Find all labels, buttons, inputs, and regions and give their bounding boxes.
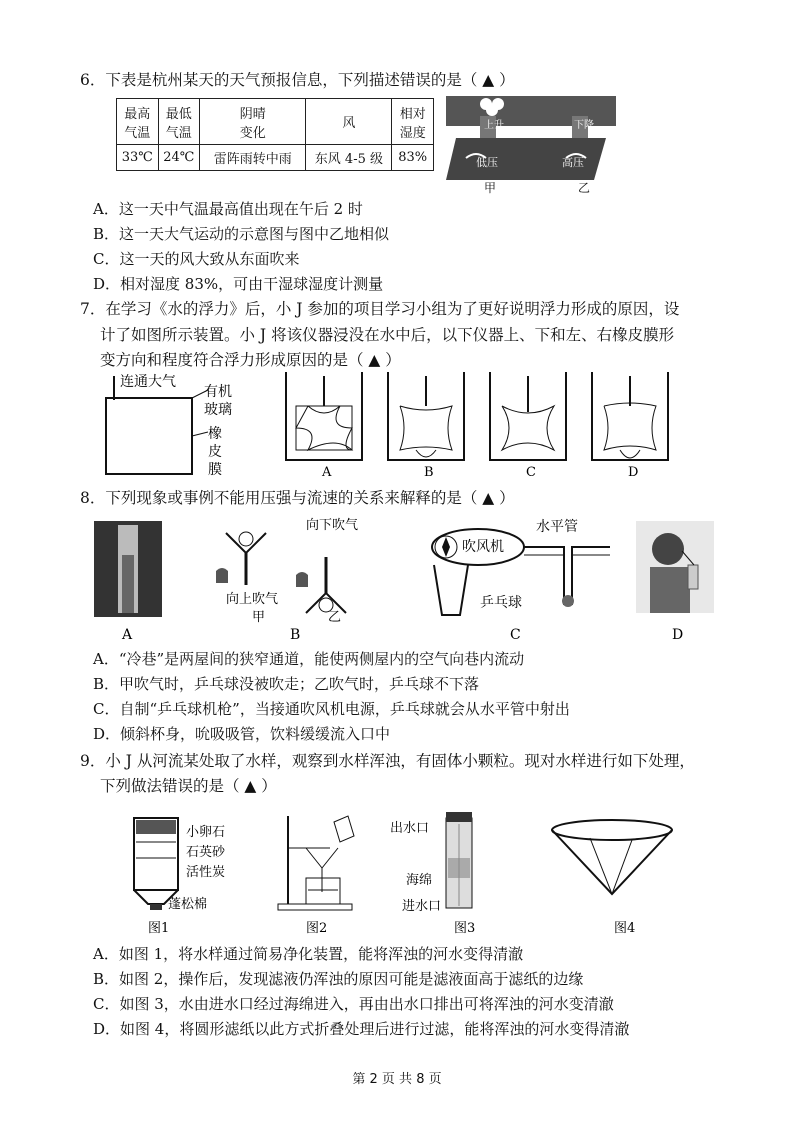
q9-fig2-label: 图2	[306, 921, 328, 936]
label-jia: 甲	[484, 181, 497, 195]
q9-option-a: A．如图 1，将水样通过简易净化装置，能将浑浊的河水变得清澈	[93, 945, 524, 963]
label-sponge: 海绵	[406, 873, 433, 888]
q8-choice-b: B	[290, 627, 301, 643]
label-rubber-3: 膜	[208, 462, 222, 478]
q7-stem-3: 变方向和程度符合浮力形成原因的是（ ▲ ）	[100, 351, 401, 369]
q9-fig1-label: 图1	[148, 921, 170, 936]
label-rubber-2: 皮	[208, 444, 222, 460]
q7-options-figure	[284, 372, 684, 480]
th-min: 最低 气温	[158, 99, 200, 145]
q8-choice-d: D	[672, 627, 684, 643]
label-yi: 乙	[328, 610, 342, 625]
pressure-diagram	[446, 96, 616, 196]
th-sky: 阴晴 变化	[200, 99, 306, 145]
q6-option-c: C．这一天的风大致从东面吹来	[93, 250, 300, 268]
q7-choice-a: A	[322, 465, 332, 480]
q7-fig-c	[490, 372, 566, 460]
label-carbon: 活性炭	[186, 865, 226, 880]
label-low: 低压	[476, 156, 498, 169]
td-wind: 东风 4-5 级	[306, 145, 392, 171]
label-blow-down: 向下吹气	[306, 518, 359, 533]
q8-fig-d-photo	[636, 521, 714, 613]
q9-fig2-stand	[278, 816, 354, 910]
q7-choice-d: D	[628, 465, 639, 480]
q9-option-d: D．如图 4，将圆形滤纸以此方式折叠处理后进行过滤，能将浑浊的河水变得清澈	[93, 1020, 630, 1038]
label-pipe: 水平管	[536, 519, 578, 535]
q9-figures	[120, 808, 680, 940]
q8-option-b: B．甲吹气时，乒乓球没被吹走；乙吹气时，乒乓球不下落	[93, 675, 480, 693]
label-jia: 甲	[252, 610, 266, 625]
q7-stem-1: 7．在学习《水的浮力》后，小 J 参加的项目学习小组为了更好说明浮力形成的原因，设	[80, 300, 680, 318]
q9-stem-1: 9．小 J 从河流某处取了水样，观察到水样浑浊，有固体小颗粒。现对水样进行如下处理，	[80, 752, 695, 770]
label-up: 上升	[484, 120, 504, 131]
label-air: 连通大气	[120, 374, 176, 390]
q8-stem: 8．下列现象或事例不能用压强与流速的关系来解释的是（ ▲ ）	[80, 489, 515, 507]
label-down: 下降	[574, 120, 594, 131]
q9-fig4-folded-paper	[552, 820, 672, 894]
label-high: 高压	[562, 156, 584, 169]
q8-choice-a: A	[122, 627, 133, 643]
q9-option-c: C．如图 3，水由进水口经过海绵进入，再由出水口排出可将浑浊的河水变清澈	[93, 995, 614, 1013]
q6-option-d: D．相对湿度 83%，可由干湿球湿度计测量	[93, 275, 384, 293]
label-inlet: 进水口	[402, 899, 442, 914]
label-sand: 石英砂	[186, 845, 226, 860]
q7-stem-2: 计了如图所示装置。小 J 将该仪器浸没在水中后，以下仪器上、下和左、右橡皮膜形	[100, 326, 675, 344]
label-fan: 吹风机	[462, 539, 504, 555]
label-pebble: 小卵石	[186, 825, 226, 840]
label-yi: 乙	[578, 181, 591, 195]
td-min: 24℃	[158, 145, 200, 171]
label-rubber-1: 橡	[208, 426, 222, 442]
label-glass-2: 玻璃	[204, 402, 232, 418]
q6-option-a: A．这一天中气温最高值出现在午后 2 时	[93, 200, 363, 218]
td-hum: 83%	[392, 145, 434, 171]
q7-apparatus	[96, 370, 246, 482]
th-max: 最高 气温	[117, 99, 159, 145]
q7-choice-c: C	[526, 465, 536, 480]
label-cotton: 蓬松棉	[168, 897, 208, 912]
q7-fig-b	[388, 372, 464, 460]
q8-option-d: D．倾斜杯身，吮吸吸管，饮料缓缓流入口中	[93, 725, 391, 743]
q8-option-c: C．自制“乒乓球机枪”，当接通吹风机电源，乒乓球就会从水平管中射出	[93, 700, 570, 718]
q7-choice-b: B	[424, 465, 434, 480]
q7-fig-a	[286, 372, 362, 460]
td-sky: 雷阵雨转中雨	[200, 145, 306, 171]
q9-stem-2: 下列做法错误的是（ ▲ ）	[100, 777, 277, 795]
label-ball: 乒乓球	[480, 595, 522, 611]
q8-figures	[90, 515, 720, 643]
q8-choice-c: C	[510, 627, 521, 643]
page-footer: 第 2 页 共 8 页	[352, 1072, 442, 1087]
q7-fig-d	[592, 372, 668, 460]
th-hum: 相对 湿度	[392, 99, 434, 145]
q6-stem: 6．下表是杭州某天的天气预报信息，下列描述错误的是（ ▲ ）	[80, 71, 515, 89]
q9-option-b: B．如图 2，操作后，发现滤液仍浑浊的原因可能是滤液面高于滤纸的边缘	[93, 970, 584, 988]
q6-option-b: B．这一天大气运动的示意图与图中乙地相似	[93, 225, 390, 243]
weather-table	[116, 98, 434, 171]
q8-option-a: A．“冷巷”是两屋间的狭窄通道，能使两侧屋内的空气向巷内流动	[93, 650, 525, 668]
th-wind: 风	[306, 99, 392, 145]
q8-fig-a-photo	[94, 521, 162, 617]
td-max: 33℃	[117, 145, 159, 171]
q9-fig4-label: 图4	[614, 921, 636, 936]
q9-fig3-bottle	[446, 812, 472, 908]
q9-fig3-label: 图3	[454, 921, 476, 936]
label-glass-1: 有机	[204, 384, 232, 400]
label-blow-up: 向上吹气	[226, 592, 279, 607]
label-outlet: 出水口	[390, 821, 430, 836]
